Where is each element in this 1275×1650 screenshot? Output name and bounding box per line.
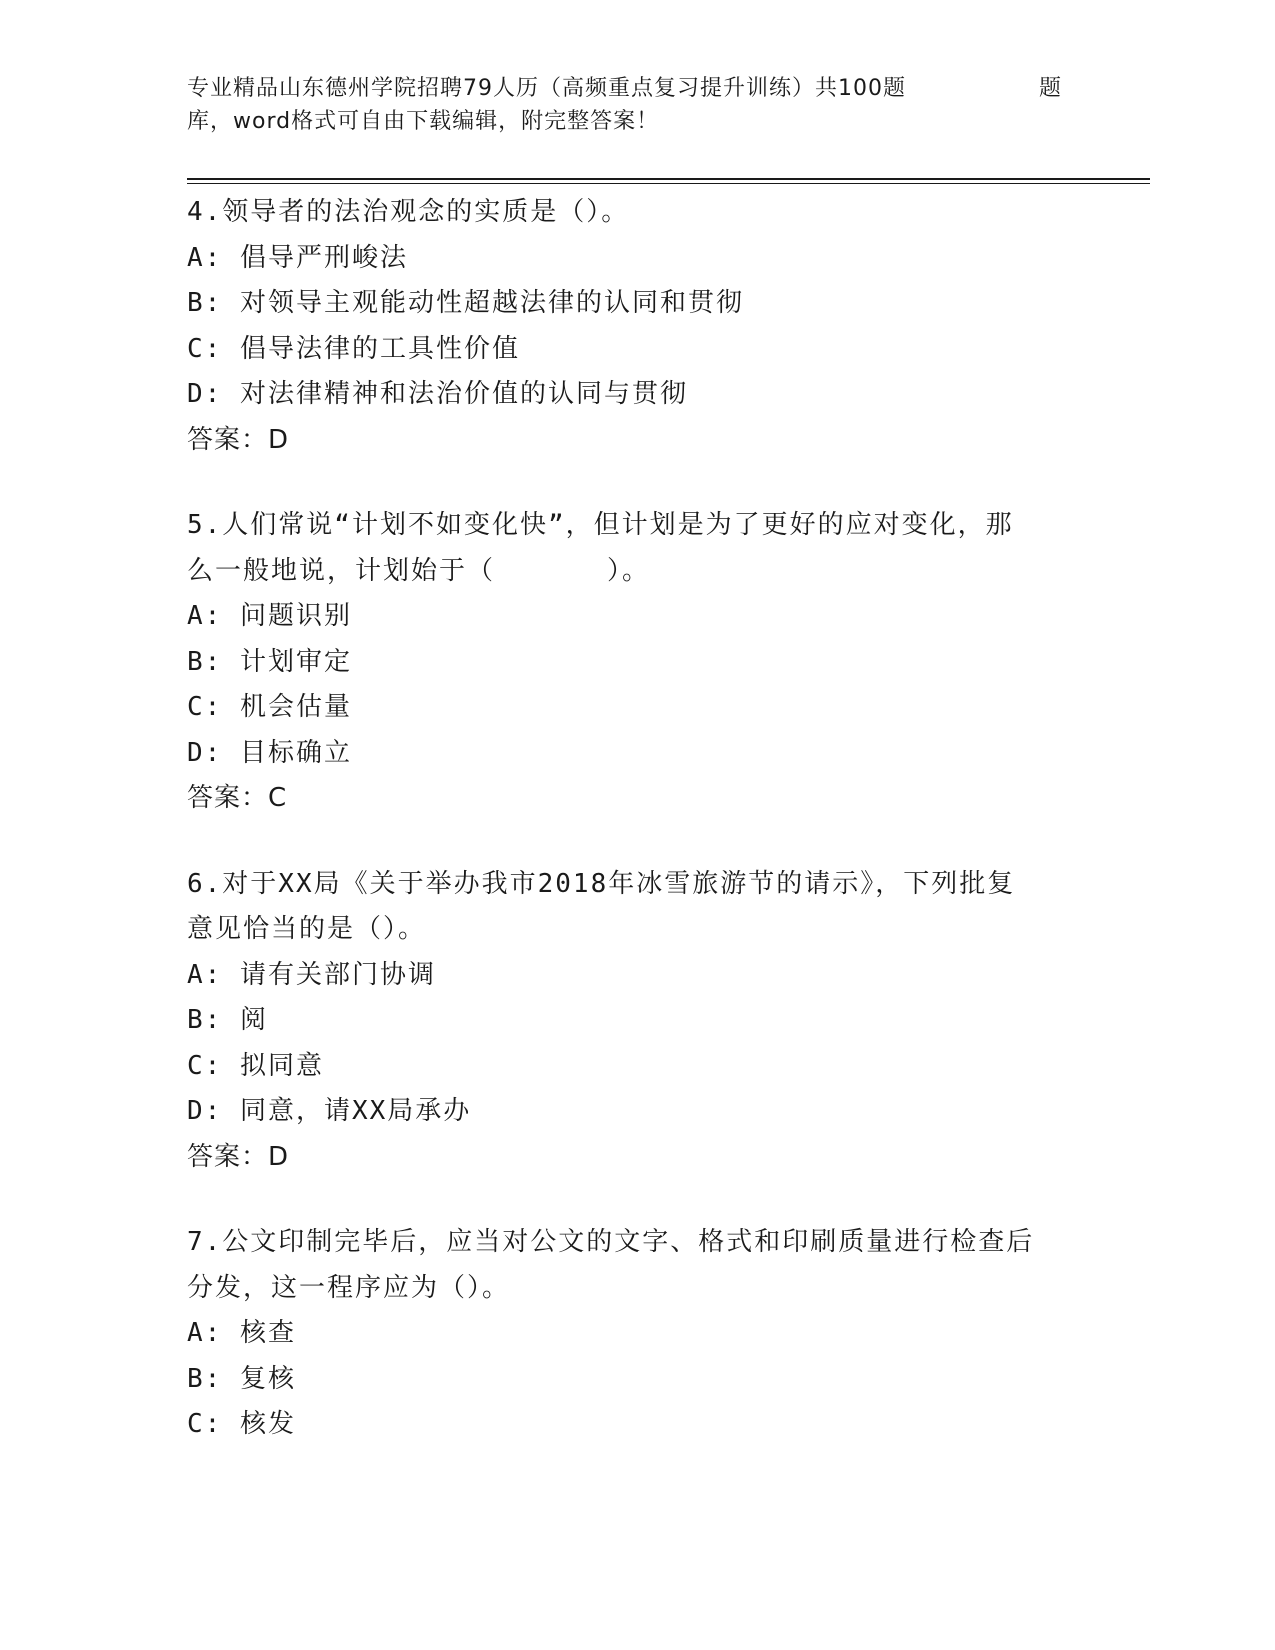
option-b: B: 复核 <box>187 1363 296 1394</box>
question-4 <box>187 190 1087 463</box>
option-d: D: 对法律精神和法治价值的认同与贯彻 <box>187 379 688 409</box>
header-rule-thin <box>187 183 1150 184</box>
header-rule-thick <box>187 178 1150 180</box>
option-a: A: 倡导严刑峻法 <box>187 242 408 273</box>
header-line-1: 专业精品山东德州学院招聘79人历（高频重点复习提升训练）共100题 <box>187 76 906 101</box>
option-c: C: 机会估量 <box>187 692 352 722</box>
option-c: C: 拟同意 <box>187 1050 324 1081</box>
option-c: C: 核发 <box>187 1409 296 1439</box>
answer-label: 答案：D <box>187 1141 290 1172</box>
question-6 <box>187 862 1087 1181</box>
answer-label: 答案：D <box>187 424 290 455</box>
option-d: D: 同意，请XX局承办 <box>187 1096 472 1126</box>
option-b: B: 计划审定 <box>187 646 352 677</box>
question-stem-cont: 么一般地说，计划始于（ ）。 <box>187 555 651 586</box>
option-a: A: 请有关部门协调 <box>187 959 436 990</box>
answer-label: 答案：C <box>187 783 288 813</box>
question-stem: 6.对于XX局《关于举办我市2018年冰雪旅游节的请示》，下列批复 <box>187 868 1016 899</box>
option-b: B: 对领导主观能动性超越法律的认同和贯彻 <box>187 288 744 318</box>
document-header <box>187 72 1067 138</box>
option-a: A: 核查 <box>187 1318 296 1348</box>
question-stem-cont: 分发，这一程序应为（）。 <box>187 1272 511 1303</box>
question-stem: 5.人们常说“计划不如变化快”，但计划是为了更好的应对变化，那 <box>187 510 1014 540</box>
question-7 <box>187 1220 1087 1448</box>
question-stem: 4.领导者的法治观念的实质是（）。 <box>187 197 630 227</box>
option-c: C: 倡导法律的工具性价值 <box>187 333 520 364</box>
header-line-2: 库，word格式可自由下载编辑，附完整答案！ <box>187 109 660 134</box>
option-a: A: 问题识别 <box>187 601 352 631</box>
header-line-1-tail: 题 <box>1039 76 1062 101</box>
question-list <box>187 190 1087 1488</box>
question-stem: 7.公文印制完毕后，应当对公文的文字、格式和印刷质量进行检查后 <box>187 1227 1035 1257</box>
option-d: D: 目标确立 <box>187 737 352 768</box>
option-b: B: 阅 <box>187 1005 268 1035</box>
question-stem-cont: 意见恰当的是（）。 <box>187 914 427 944</box>
question-5 <box>187 503 1087 822</box>
